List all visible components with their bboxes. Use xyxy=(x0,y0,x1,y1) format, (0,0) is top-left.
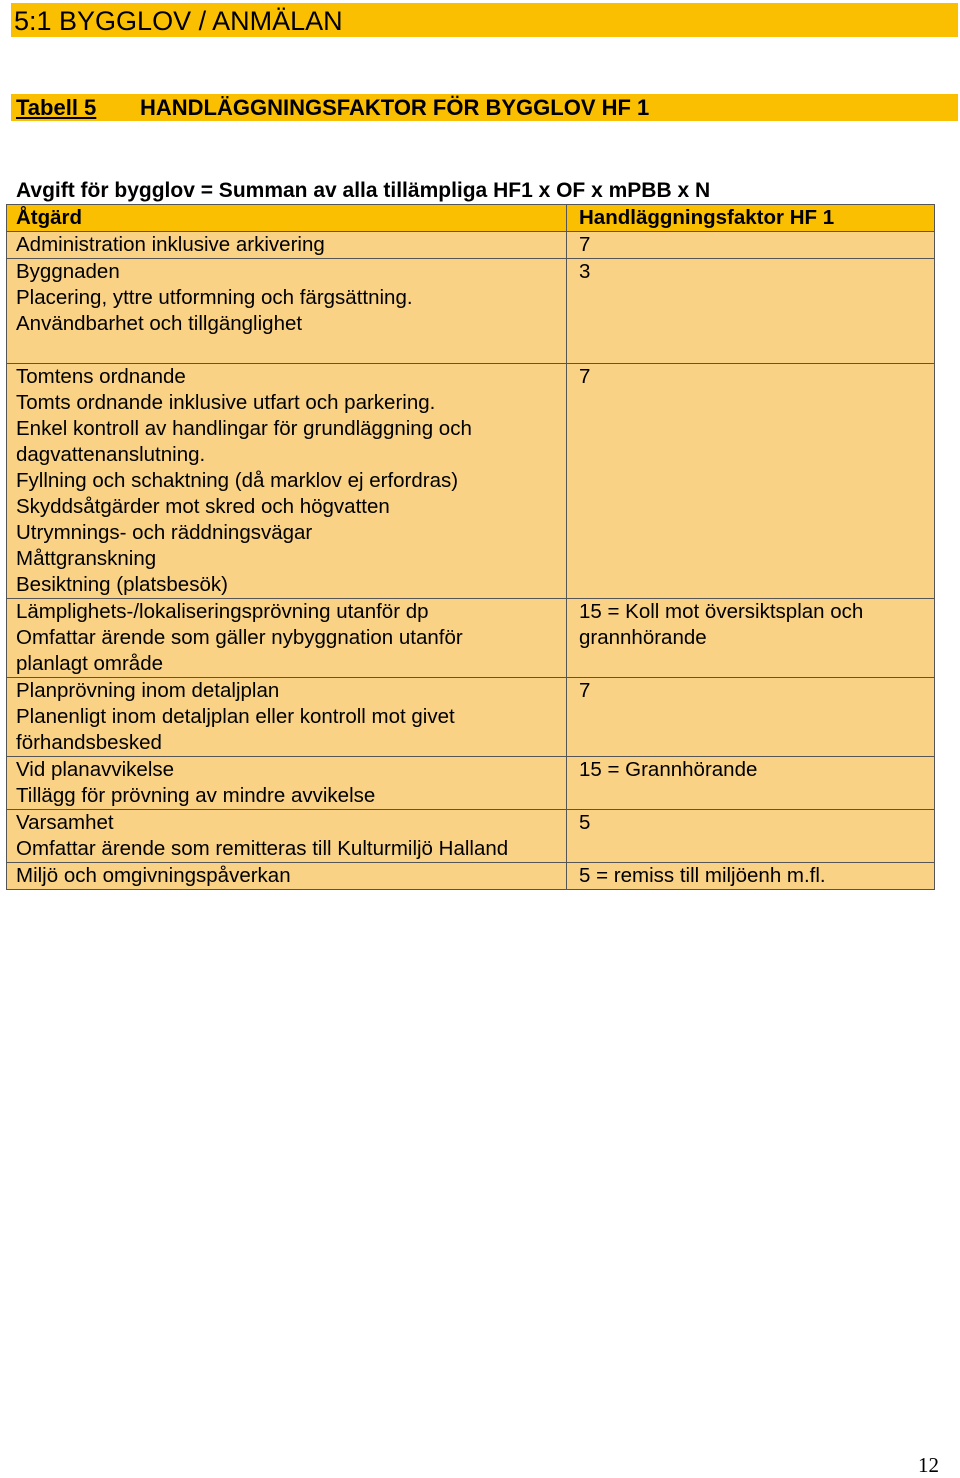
table-row xyxy=(7,678,935,757)
action-cell xyxy=(7,259,567,364)
fee-formula: Avgift för bygglov = Summan av alla tillämpliga HF1 x OF x mPBB x N xyxy=(16,179,711,202)
table-row xyxy=(7,599,935,678)
action-cell xyxy=(7,364,567,599)
action-cell xyxy=(7,678,567,757)
table-row xyxy=(7,364,935,599)
action-cell xyxy=(7,757,567,810)
action-cell xyxy=(7,810,567,863)
action-cell xyxy=(7,863,567,890)
factor-cell xyxy=(567,259,935,364)
page-title: 5:1 BYGGLOV / ANMÄLAN xyxy=(14,6,343,36)
factor-cell xyxy=(567,678,935,757)
factor-line: grannhörande xyxy=(579,626,707,649)
action-line xyxy=(16,337,566,363)
action-line: Vid planavvikelse xyxy=(16,758,175,781)
action-line: Användbarhet och tillgänglighet xyxy=(16,312,303,335)
action-line: Besiktning (platsbesök) xyxy=(16,573,228,596)
factor-cell xyxy=(567,757,935,810)
action-line: Tillägg för prövning av mindre avvikelse xyxy=(16,784,376,807)
fee-table xyxy=(6,204,935,890)
action-line: Lämplighets-/lokaliseringsprövning utanför dp xyxy=(16,600,429,623)
factor-cell xyxy=(567,599,935,678)
action-line: Byggnaden xyxy=(16,260,120,283)
action-line: Omfattar ärende som gäller nybyggnation utanför xyxy=(16,626,463,649)
factor-line: 7 xyxy=(579,365,591,388)
table-row xyxy=(7,863,935,890)
action-line: planlagt område xyxy=(16,652,164,675)
action-line: Fyllning och schaktning (då marklov ej erfordras) xyxy=(16,469,459,492)
action-line: förhandsbesked xyxy=(16,731,162,754)
action-cell xyxy=(7,599,567,678)
factor-line: 7 xyxy=(579,679,591,702)
action-line: Miljö och omgivningspåverkan xyxy=(16,864,291,887)
action-line: Administration inklusive arkivering xyxy=(16,233,325,256)
table-row xyxy=(7,259,935,364)
factor-cell xyxy=(567,232,935,259)
factor-cell xyxy=(567,863,935,890)
page-number: 12 xyxy=(918,1453,939,1477)
action-line: Tomts ordnande inklusive utfart och parkering. xyxy=(16,391,436,414)
factor-cell xyxy=(567,364,935,599)
action-line: Planenligt inom detaljplan eller kontroll mot givet xyxy=(16,705,455,728)
action-line: Skyddsåtgärder mot skred och högvatten xyxy=(16,495,390,518)
column-header-factor: Handläggningsfaktor HF 1 xyxy=(567,205,935,232)
table-row xyxy=(7,757,935,810)
factor-line: 5 = remiss till miljöenh m.fl. xyxy=(579,864,826,887)
action-line: Placering, yttre utformning och färgsättning. xyxy=(16,286,413,309)
factor-cell xyxy=(567,810,935,863)
factor-line: 3 xyxy=(579,260,591,283)
action-line: Utrymnings- och räddningsvägar xyxy=(16,521,313,544)
action-line: Enkel kontroll av handlingar för grundläggning och xyxy=(16,417,472,440)
table-number: Tabell 5 xyxy=(16,95,97,120)
table-row xyxy=(7,810,935,863)
table-row xyxy=(7,232,935,259)
action-line: Varsamhet xyxy=(16,811,114,834)
table-body xyxy=(7,232,935,890)
table-title: HANDLÄGGNINGSFAKTOR FÖR BYGGLOV HF 1 xyxy=(140,95,650,120)
action-line: Tomtens ordnande xyxy=(16,365,186,388)
factor-line: 15 = Koll mot översiktsplan och xyxy=(579,600,864,623)
table-header-row xyxy=(7,205,935,232)
action-line: Måttgranskning xyxy=(16,547,157,570)
action-cell xyxy=(7,232,567,259)
factor-line: 15 = Grannhörande xyxy=(579,758,758,781)
action-line: Omfattar ärende som remitteras till Kulturmiljö Halland xyxy=(16,837,509,860)
factor-line: 5 xyxy=(579,811,591,834)
action-line: Planprövning inom detaljplan xyxy=(16,679,280,702)
column-header-action: Åtgärd xyxy=(7,205,567,232)
action-line: dagvattenanslutning. xyxy=(16,443,206,466)
factor-line: 7 xyxy=(579,233,591,256)
